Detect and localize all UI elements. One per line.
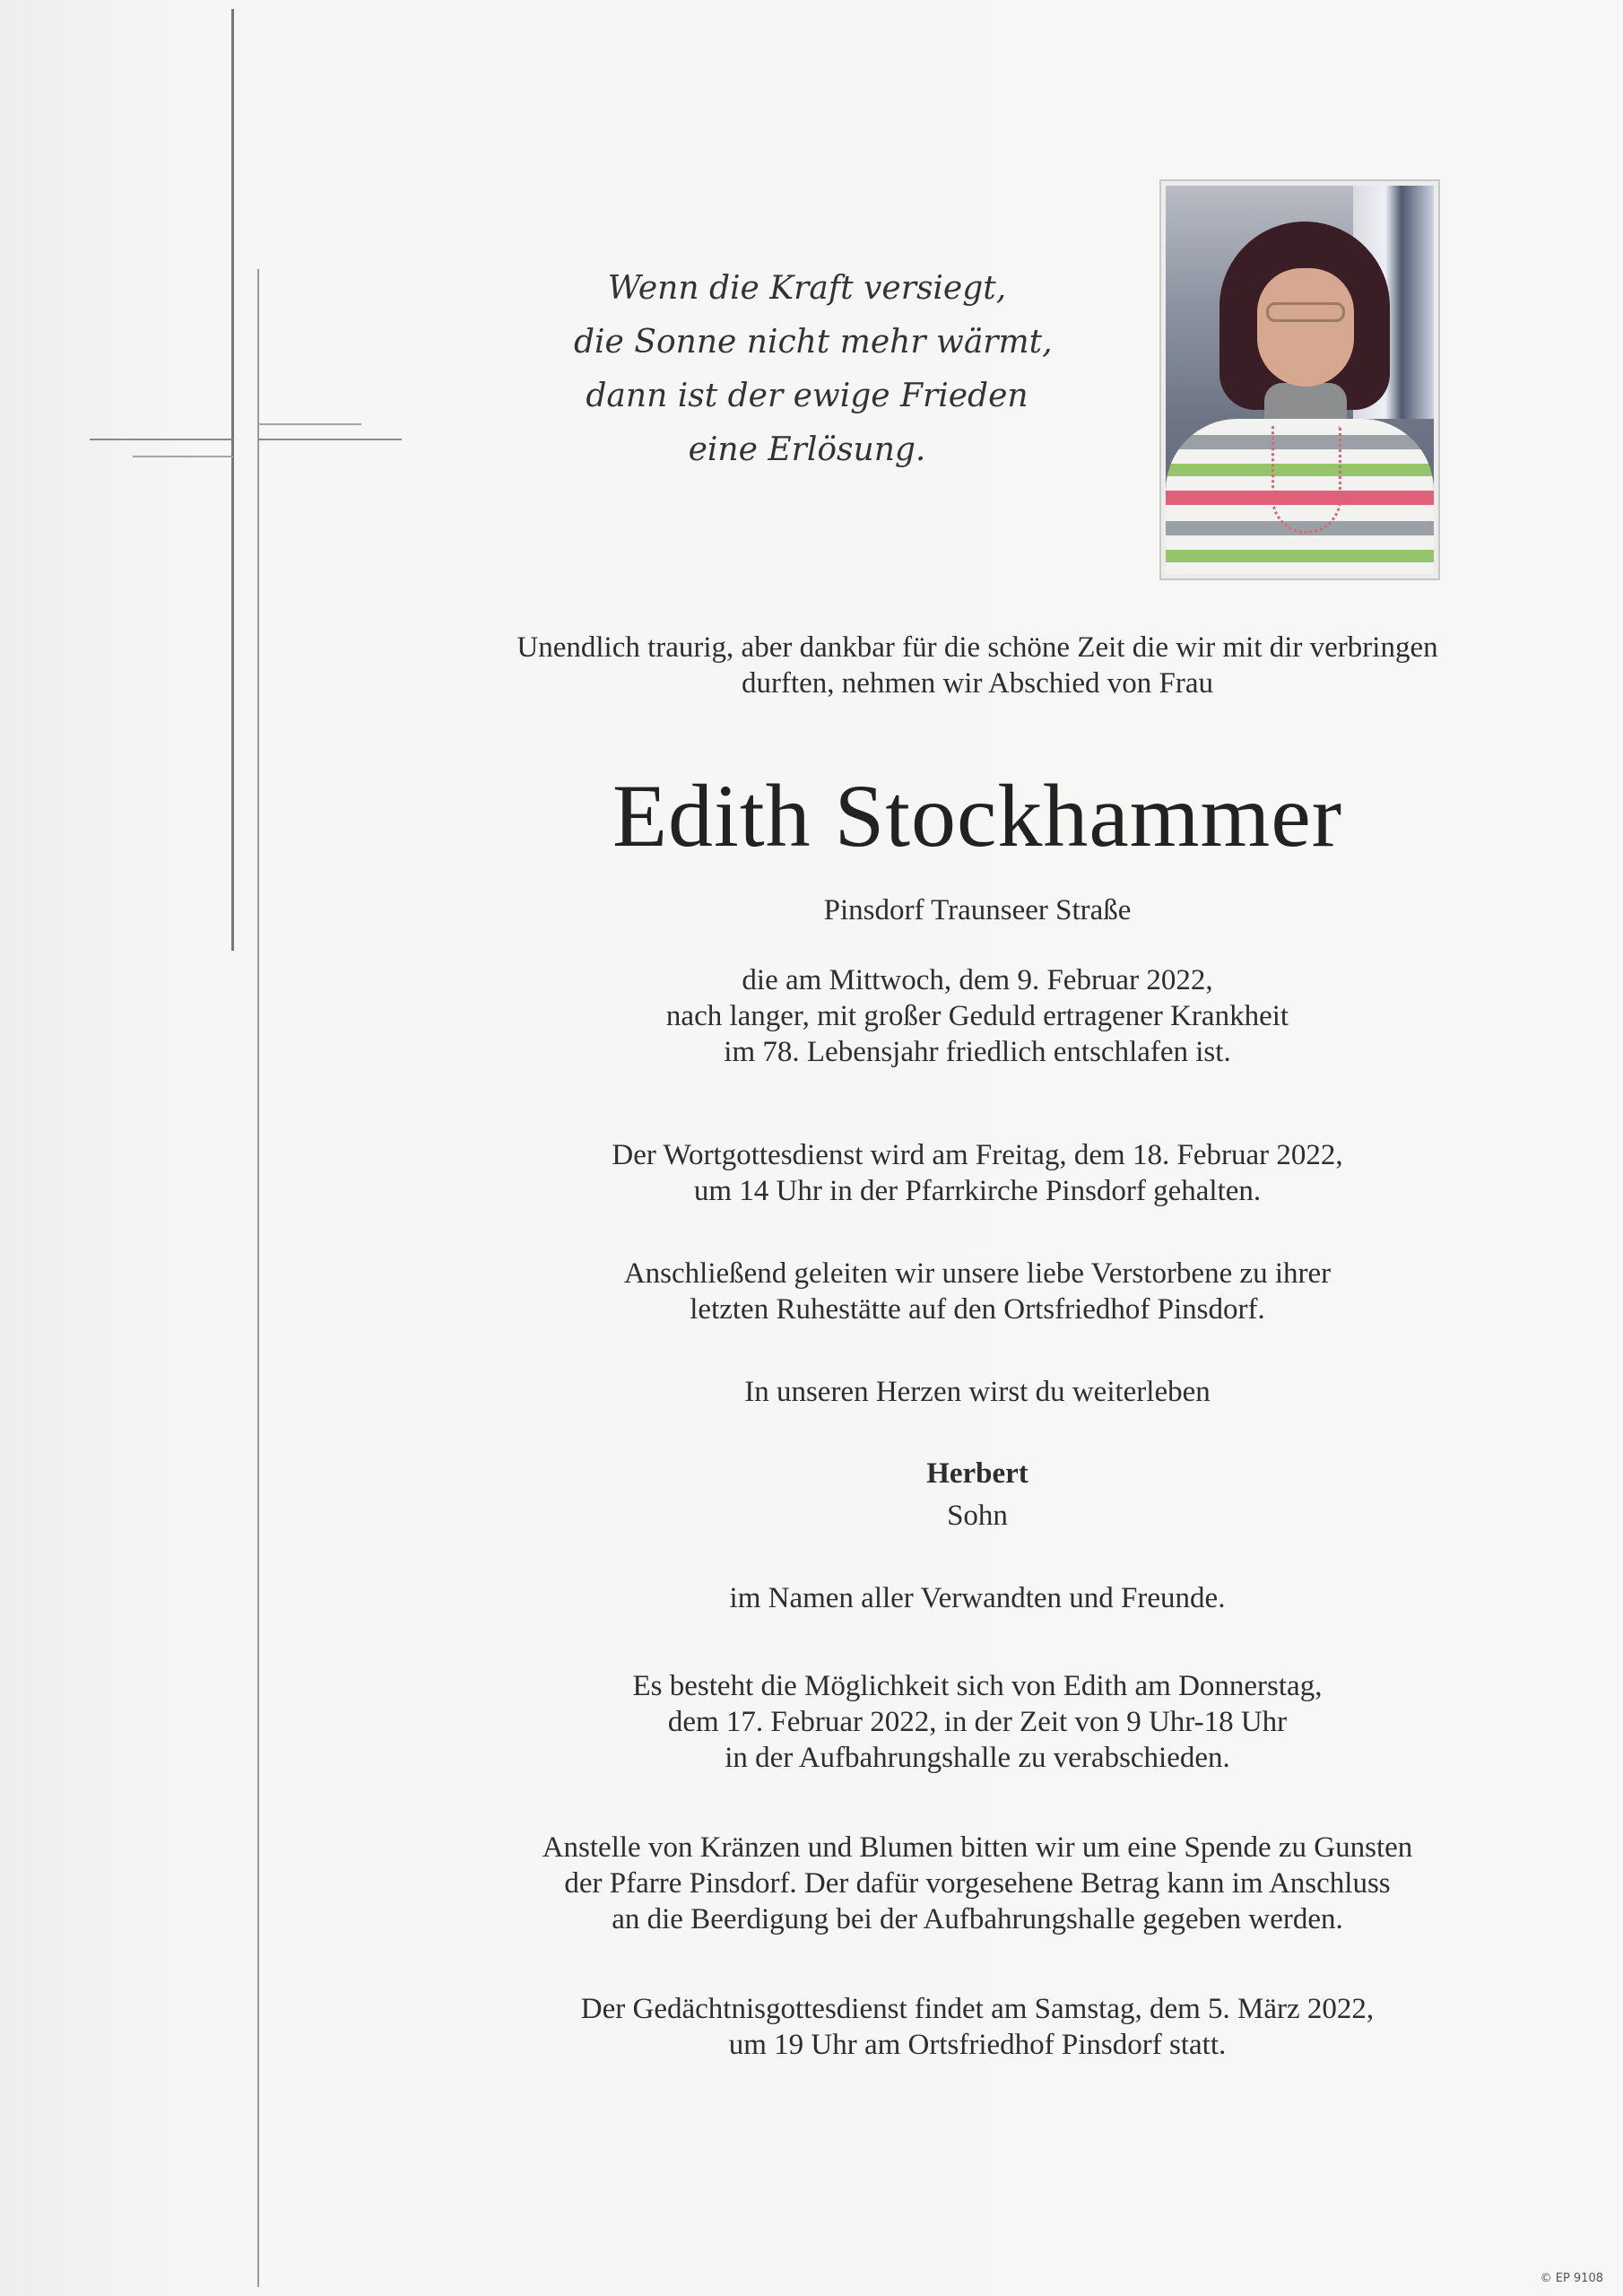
viewing-line: dem 17. Februar 2022, in der Zeit von 9 Uhr-18 Uhr xyxy=(667,1706,1288,1738)
poem xyxy=(574,262,1053,477)
intro-text xyxy=(484,630,1471,701)
viewing-info xyxy=(484,1668,1471,1776)
address: Pinsdorf Traunseer Straße xyxy=(823,894,1132,926)
memorial-line: um 19 Uhr am Ortsfriedhof Pinsdorf statt. xyxy=(728,2029,1227,2061)
cross-horizontal-line xyxy=(90,439,233,440)
cross-horizontal-line xyxy=(133,456,233,457)
poem-line: eine Erlösung. xyxy=(688,431,926,468)
memorial-line: Der Gedächtnisgottesdienst findet am Samstag, dem 5. März 2022, xyxy=(580,1993,1375,2025)
poem-line: dann ist der ewige Frieden xyxy=(586,378,1028,414)
burial-line: letzten Ruhestätte auf den Ortsfriedhof Pinsdorf. xyxy=(690,1293,1265,1326)
burial-line: Anschließend geleiten wir unsere liebe Verstorbene zu ihrer xyxy=(623,1257,1332,1290)
viewing-line: Es besteht die Möglichkeit sich von Edith am Donnerstag, xyxy=(632,1670,1323,1702)
poem-line: die Sonne nicht mehr wärmt, xyxy=(574,324,1053,361)
memorial-info xyxy=(484,1991,1471,2063)
heart-line: In unseren Herzen wirst du weiterleben xyxy=(744,1376,1211,1408)
donation-line: Anstelle von Kränzen und Blumen bitten wir um eine Spende zu Gunsten xyxy=(542,1831,1413,1864)
death-notice-line: die am Mittwoch, dem 9. Februar 2022, xyxy=(742,964,1213,996)
portrait-photo xyxy=(1159,179,1440,580)
service-line: um 14 Uhr in der Pfarrkirche Pinsdorf gehalten. xyxy=(693,1175,1262,1207)
cross-horizontal-line xyxy=(258,423,361,425)
mourner-name: Herbert xyxy=(926,1457,1028,1490)
intro-line: Unendlich traurig, aber dankbar für die schöne Zeit die wir mit dir verbringen xyxy=(516,631,1438,664)
deceased-name: Edith Stockhammer xyxy=(612,766,1343,865)
cross-vertical-line-left xyxy=(231,9,234,951)
cross-horizontal-line xyxy=(258,439,402,440)
viewing-line: in der Aufbahrungshalle zu verabschieden. xyxy=(725,1742,1230,1774)
cross-vertical-line-right xyxy=(257,269,259,2287)
portrait-image xyxy=(1166,186,1434,574)
poem-line: Wenn die Kraft versiegt, xyxy=(607,270,1007,307)
service-info xyxy=(484,1137,1471,1209)
service-line: Der Wortgottesdienst wird am Freitag, dem 18. Februar 2022, xyxy=(612,1139,1343,1171)
donation-line: der Pfarre Pinsdorf. Der dafür vorgesehene Betrag kann im Anschluss xyxy=(564,1867,1391,1900)
relatives-line: im Namen aller Verwandten und Freunde. xyxy=(729,1582,1226,1614)
death-notice-line: im 78. Lebensjahr friedlich entschlafen ist. xyxy=(724,1036,1231,1068)
intro-line: durften, nehmen wir Abschied von Frau xyxy=(741,667,1214,700)
donation-line: an die Beerdigung bei der Aufbahrungshalle gegeben werden. xyxy=(612,1903,1343,1935)
burial-info xyxy=(484,1256,1471,1327)
death-notice xyxy=(484,962,1471,1070)
death-notice-line: nach langer, mit großer Geduld ertragener Krankheit xyxy=(665,1000,1289,1032)
mourner-role: Sohn xyxy=(947,1500,1008,1532)
donation-info xyxy=(484,1830,1471,1937)
copyright-mark: © EP 9108 xyxy=(1540,2272,1603,2285)
